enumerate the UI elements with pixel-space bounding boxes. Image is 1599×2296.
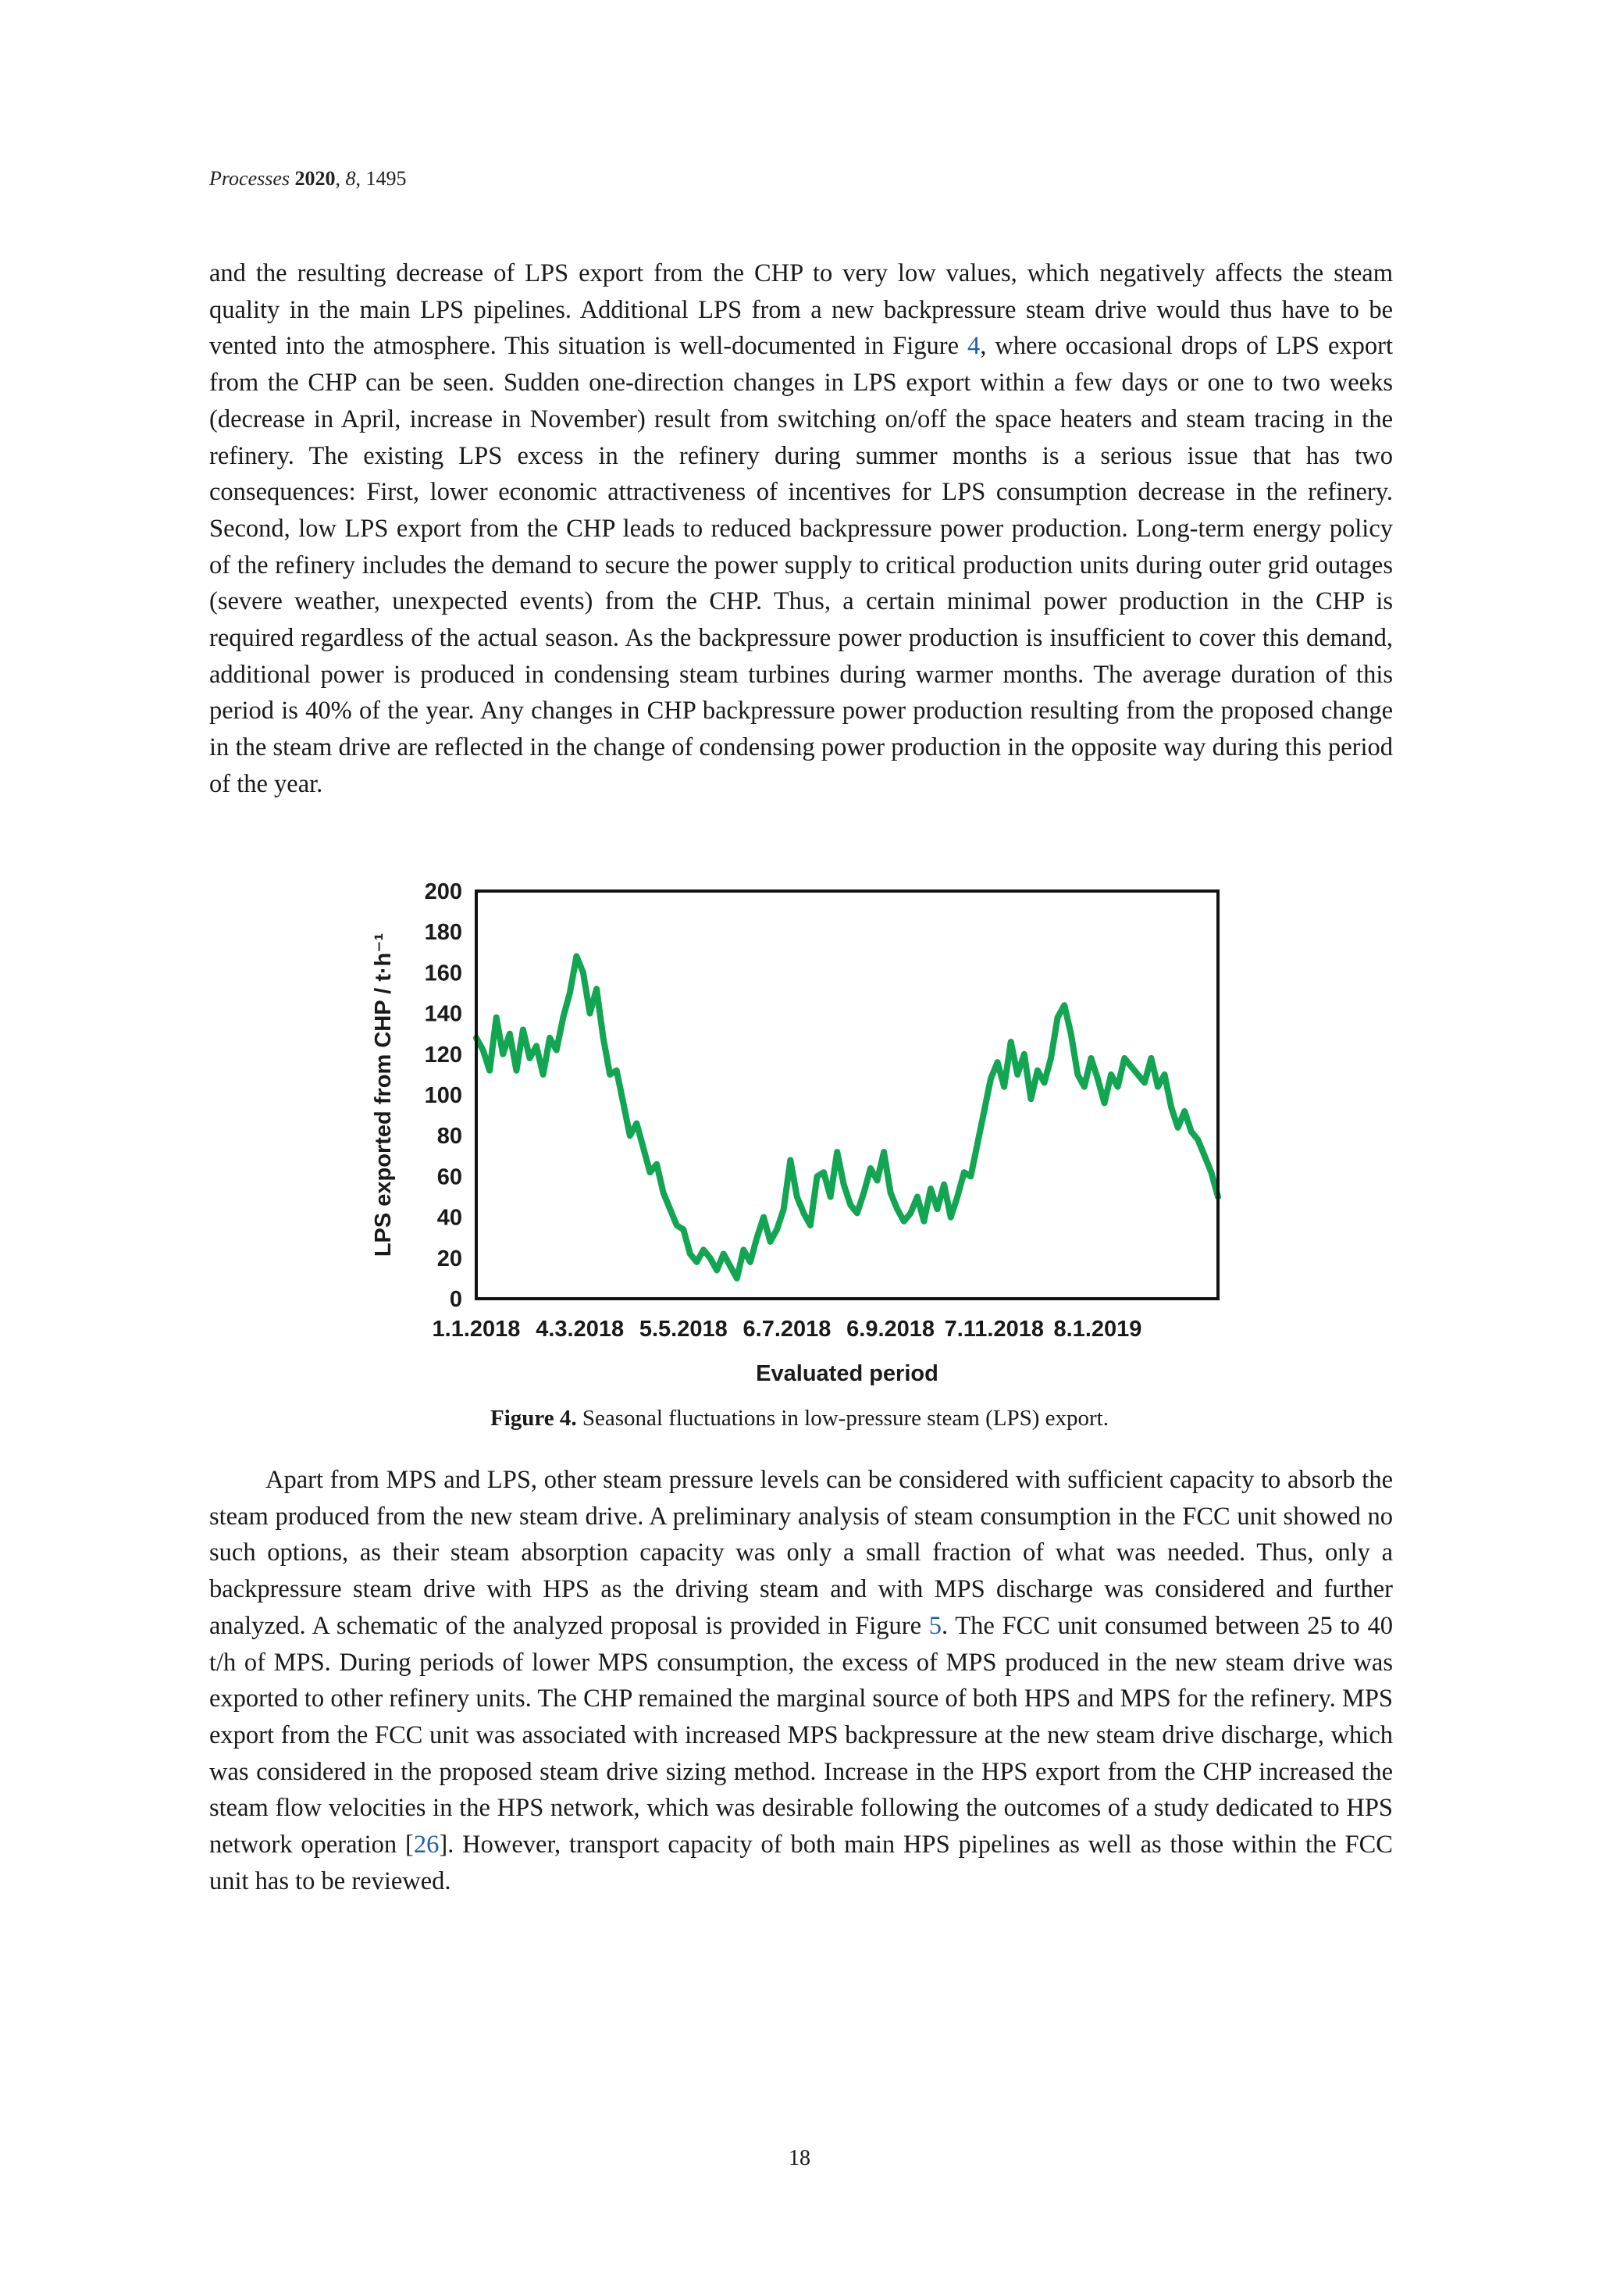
y-tick-label: 60 [436,1164,462,1190]
paragraph-2-text-a: Apart from MPS and LPS, other steam pressure levels can be considered with sufficient capacity to absorb the steam produced from the new steam drive. A preliminary analysis of steam consumption in the FCC unit showed no such options, as their steam absorption capacity was only a small fraction of what was needed. Thus, only a backpressure steam drive with HPS as the driving steam and with MPS discharge was considered and further analyzed. A schematic of the analyzed proposal is provided in Figure [209,1466,1393,1640]
y-tick-label: 100 [424,1083,462,1108]
y-axis-ticks [425,879,462,1312]
figure-4-link[interactable]: 4 [967,332,981,361]
lps-export-series-line [476,957,1218,1278]
journal-year: 2020 [294,167,336,190]
paragraph-1-text-b: , where occasional drops of LPS export from the CHP can be seen. Sudden one-direction changes in LPS export within a few days or one to two weeks (decrease in April, increase in November) result from switching on/off the space heaters and steam tracing in the refinery. The existing LPS excess in the refinery during summer months is a serious issue that has two consequences: First, lower economic attractiveness of incentives for LPS consumption decrease in the refinery. Second, low LPS export from the CHP leads to reduced backpressure power production. Long-term energy policy of the refinery includes the demand to secure the power supply to critical production units during outer grid outages (severe weather, unexpected events) from the CHP. Thus, a certain minimal power production in the CHP is required regardless of the actual season. As the backpressure power production is insufficient to cover this demand, additional power is produced in condensing steam turbines during warmer months. The average duration of this period is 40% of the year. Any changes in CHP backpressure power production resulting from the proposed change in the steam drive are reflected in the change of condensing power production in the opposite way during this period of the year. [209,332,1393,798]
x-tick-label: 5.5.2018 [639,1317,728,1342]
page-number: 18 [789,2146,810,2170]
x-tick-label: 1.1.2018 [432,1317,521,1342]
y-tick-label: 0 [449,1287,462,1312]
x-axis-ticks [433,1317,1142,1342]
running-header: Processes 2020, 8, 1495 [209,167,407,190]
figure-label: Figure 4. [490,1406,577,1431]
y-tick-label: 40 [436,1205,462,1231]
x-tick-label: 4.3.2018 [536,1317,625,1342]
figure-5-link[interactable]: 5 [928,1611,942,1640]
citation-26-link[interactable]: 26 [413,1831,440,1859]
journal-volume: 8 [345,167,356,190]
y-tick-label: 20 [436,1246,462,1271]
x-tick-label: 7.11.2018 [944,1317,1044,1342]
body-paragraph-1 [209,255,1393,803]
article-number: 1495 [365,167,407,190]
paragraph-2-text-b: . The FCC unit consumed between 25 to 40 t/h of MPS. During periods of lower MPS consumption, the excess of MPS produced in the new steam drive was exported to other refinery units. The CHP remained the marginal source of both HPS and MPS for the refinery. MPS export from the FCC unit was associated with increased MPS backpressure at the new steam drive discharge, which was considered in the proposed steam drive sizing method. Increase in the HPS export from the CHP increased the steam flow velocities in the HPS network, which was desirable following the outcomes of a study dedicated to HPS network operation [ [209,1611,1393,1859]
x-axis-title: Evaluated period [756,1361,938,1386]
y-tick-label: 140 [424,1001,462,1027]
y-tick-label: 160 [424,961,462,986]
y-tick-label: 120 [424,1042,462,1068]
x-tick-label: 6.9.2018 [846,1317,935,1342]
y-tick-label: 200 [424,879,462,904]
body-paragraph-2 [209,1462,1393,1899]
figure-4-caption [0,1406,1599,1431]
y-axis-title: LPS exported from CHP / t·h⁻¹ [371,932,396,1257]
lps-export-chart [344,871,1288,1402]
paragraph-2-text-c: ]. However, transport capacity of both main HPS pipelines as well as those within the FCC unit has to be reviewed. [209,1831,1393,1895]
x-tick-label: 8.1.2019 [1053,1317,1142,1342]
y-tick-label: 80 [436,1124,462,1150]
paragraph-1-text-a: and the resulting decrease of LPS export from the CHP to very low values, which negatively affects the steam quality in the main LPS pipelines. Additional LPS from a new backpressure steam drive would thus have to be vented into the atmosphere. This situation is well-documented in Figure [209,259,1393,361]
journal-name: Processes [209,167,290,190]
x-tick-label: 6.7.2018 [743,1317,832,1342]
figure-caption-text: Seasonal fluctuations in low-pressure steam (LPS) export. [582,1406,1109,1431]
y-tick-label: 180 [424,920,462,946]
